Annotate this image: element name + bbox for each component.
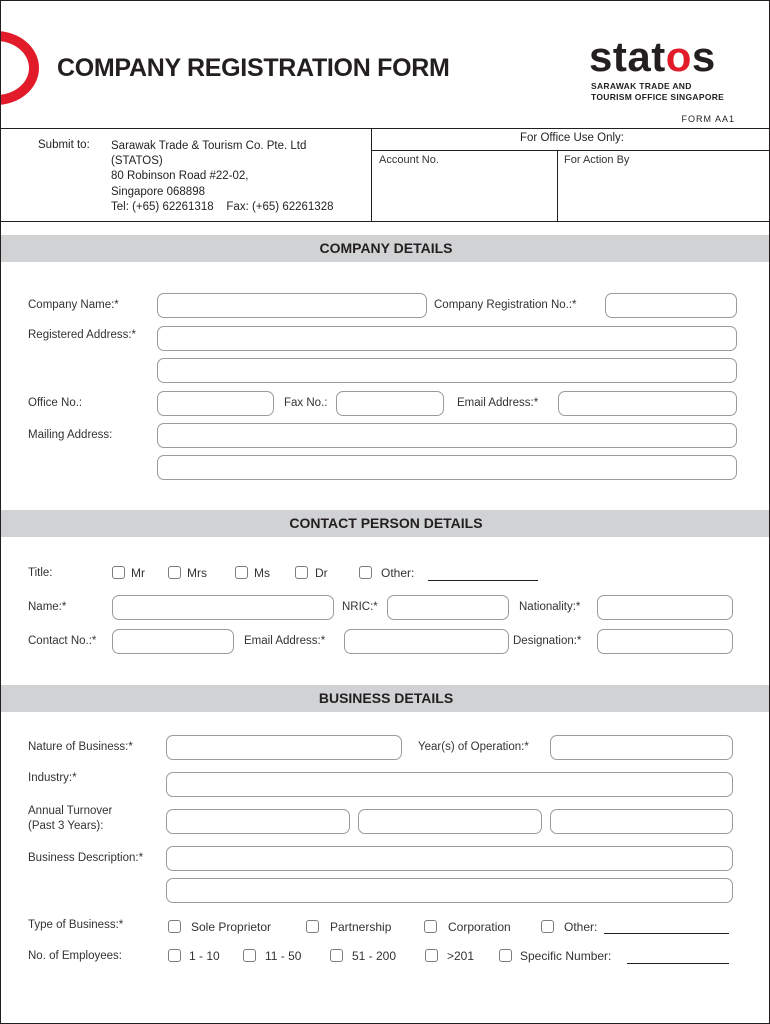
statos-logo — [589, 33, 716, 80]
title-mr-label: Mr — [131, 566, 145, 580]
title-other-label: Other: — [381, 566, 415, 580]
employees-specific-line[interactable] — [627, 963, 729, 964]
title-dr-checkbox[interactable] — [295, 566, 308, 579]
corporation-checkbox[interactable] — [424, 920, 437, 933]
title-mr-checkbox[interactable] — [112, 566, 125, 579]
employees-51-200-label: 51 - 200 — [352, 949, 397, 963]
mailing-address-field-1[interactable] — [157, 423, 737, 448]
office-header-rule — [371, 150, 770, 151]
nature-of-business-label: Nature of Business:* — [28, 741, 133, 753]
employees-51-200-checkbox[interactable] — [330, 949, 343, 962]
annual-turnover-label: Annual Turnover — [28, 805, 113, 817]
employees-11-50-checkbox[interactable] — [243, 949, 256, 962]
partnership-label: Partnership — [330, 920, 392, 934]
table-divider — [371, 128, 372, 222]
nature-of-business-field[interactable] — [166, 735, 402, 760]
address-line: (STATOS) — [111, 155, 163, 168]
company-email-field[interactable] — [558, 391, 737, 416]
business-type-other-checkbox[interactable] — [541, 920, 554, 933]
title-ms-label: Ms — [254, 566, 270, 580]
nric-label: NRIC:* — [342, 601, 378, 613]
nationality-label: Nationality:* — [519, 601, 581, 613]
account-no-label: Account No. — [379, 154, 439, 166]
company-email-label: Email Address:* — [457, 397, 539, 409]
sole-proprietor-label: Sole Proprietor — [191, 920, 272, 934]
business-type-other-label: Other: — [564, 920, 598, 934]
office-no-label: Office No.: — [28, 397, 83, 409]
nationality-field[interactable] — [597, 595, 733, 620]
logo-subtitle-line1: SARAWAK TRADE AND — [591, 81, 692, 91]
address-line: Singapore 068898 — [111, 185, 205, 198]
submit-address — [111, 139, 334, 215]
submit-to-label: Submit to: — [38, 139, 90, 151]
business-details-heading: BUSINESS DETAILS — [1, 685, 770, 712]
office-cell-divider — [557, 150, 558, 222]
registered-address-field-1[interactable] — [157, 326, 737, 351]
contact-name-field[interactable] — [112, 595, 334, 620]
company-name-field[interactable] — [157, 293, 427, 318]
address-line: Tel: (+65) 62261318 Fax: (+65) 62261328 — [111, 200, 334, 213]
employees-specific-checkbox[interactable] — [499, 949, 512, 962]
contact-person-heading: CONTACT PERSON DETAILS — [1, 510, 770, 537]
address-line: Sarawak Trade & Tourism Co. Pte. Ltd — [111, 140, 307, 152]
sole-proprietor-checkbox[interactable] — [168, 920, 181, 933]
company-reg-no-field[interactable] — [605, 293, 737, 318]
partnership-checkbox[interactable] — [306, 920, 319, 933]
form-title: COMPANY REGISTRATION FORM — [57, 54, 450, 82]
years-of-operation-field[interactable] — [550, 735, 733, 760]
designation-label: Designation:* — [513, 635, 582, 647]
employees-1-10-checkbox[interactable] — [168, 949, 181, 962]
designation-field[interactable] — [597, 629, 733, 654]
title-mrs-checkbox[interactable] — [168, 566, 181, 579]
title-mrs-label: Mrs — [187, 566, 207, 580]
office-use-title: For Office Use Only: — [520, 132, 624, 144]
title-other-line[interactable] — [428, 580, 538, 581]
logo-text-start: stat — [589, 33, 666, 80]
annual-turnover-sublabel: (Past 3 Years): — [28, 820, 104, 832]
corporation-label: Corporation — [448, 920, 511, 934]
years-of-operation-label: Year(s) of Operation:* — [418, 741, 529, 753]
contact-name-label: Name:* — [28, 601, 67, 613]
fax-no-label: Fax No.: — [284, 397, 328, 409]
action-by-label: For Action By — [564, 154, 630, 166]
logo-subtitle-line2: TOURISM OFFICE SINGAPORE — [591, 92, 725, 102]
title-label: Title: — [28, 567, 53, 579]
turnover-year-3-field[interactable] — [550, 809, 733, 834]
nric-field[interactable] — [387, 595, 509, 620]
employees-201-checkbox[interactable] — [425, 949, 438, 962]
registered-address-label: Registered Address:* — [28, 329, 137, 341]
company-name-label: Company Name:* — [28, 299, 119, 311]
company-reg-no-label: Company Registration No.:* — [434, 299, 577, 311]
form-code: FORM AA1 — [681, 114, 735, 124]
business-description-field-2[interactable] — [166, 878, 733, 903]
industry-label: Industry:* — [28, 772, 77, 784]
mailing-address-field-2[interactable] — [157, 455, 737, 480]
mailing-address-label: Mailing Address: — [28, 429, 113, 441]
fax-no-field[interactable] — [336, 391, 444, 416]
logo-text-end: s — [691, 33, 716, 80]
contact-no-label: Contact No.:* — [28, 635, 97, 647]
employees-201-label: >201 — [447, 949, 475, 963]
industry-field[interactable] — [166, 772, 733, 797]
logo-text-o: o — [665, 33, 692, 80]
title-ms-checkbox[interactable] — [235, 566, 248, 579]
contact-email-label: Email Address:* — [244, 635, 326, 647]
no-of-employees-label: No. of Employees: — [28, 950, 122, 962]
company-details-heading: COMPANY DETAILS — [1, 235, 770, 262]
title-dr-label: Dr — [315, 566, 328, 580]
business-type-other-line[interactable] — [604, 933, 729, 934]
office-no-field[interactable] — [157, 391, 274, 416]
business-description-label: Business Description:* — [28, 852, 144, 864]
employees-1-10-label: 1 - 10 — [189, 949, 220, 963]
registered-address-field-2[interactable] — [157, 358, 737, 383]
employees-11-50-label: 11 - 50 — [265, 949, 302, 963]
decorative-ring-graphic — [0, 31, 39, 105]
employees-specific-label: Specific Number: — [520, 949, 612, 963]
logo-subtitle — [591, 81, 724, 103]
business-description-field-1[interactable] — [166, 846, 733, 871]
contact-no-field[interactable] — [112, 629, 234, 654]
type-of-business-label: Type of Business:* — [28, 919, 124, 931]
address-line: 80 Robinson Road #22-02, — [111, 170, 249, 183]
title-other-checkbox[interactable] — [359, 566, 372, 579]
turnover-year-1-field[interactable] — [166, 809, 350, 834]
contact-email-field[interactable] — [344, 629, 509, 654]
turnover-year-2-field[interactable] — [358, 809, 542, 834]
